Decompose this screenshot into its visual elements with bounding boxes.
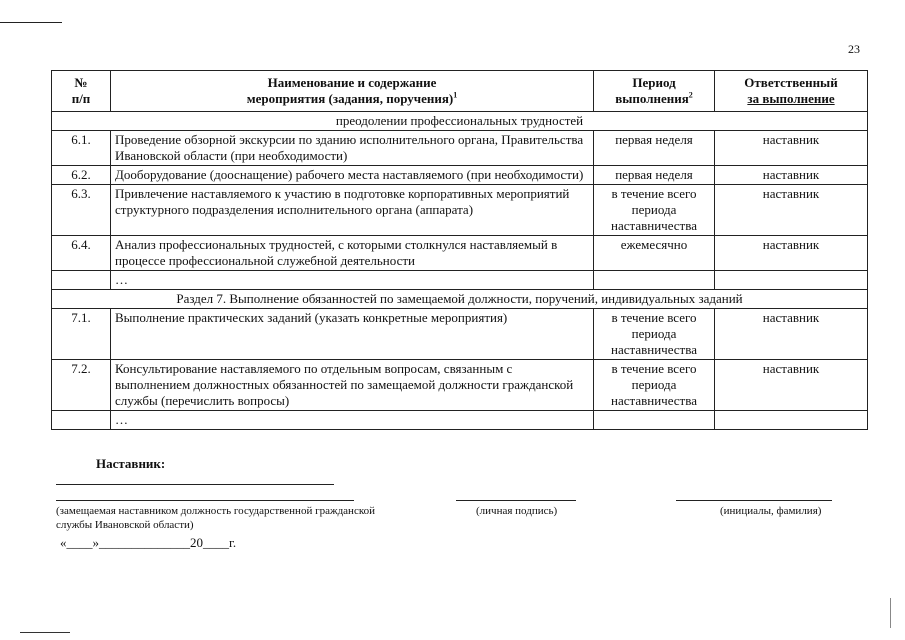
header-name-footnote: 1: [453, 90, 458, 100]
row-ellipsis: …: [111, 271, 594, 290]
row-period-empty: [594, 411, 715, 430]
header-period: [594, 71, 715, 112]
header-num: [52, 71, 111, 112]
position-caption-text: (замещаемая наставником должность государственной гражданской службы Ивановской области): [56, 505, 375, 531]
table-row: [52, 360, 868, 411]
section6-title: преодолении профессиональных трудностей: [52, 112, 868, 131]
table-row: [52, 309, 868, 360]
row-responsible: наставник: [715, 131, 868, 166]
row-name: Консультирование наставляемого по отдельным вопросам, связанным с выполнением должностных обязанностей по замещаемой должности гражданской службы (перечислить вопросы): [111, 360, 594, 411]
initials-line: [676, 500, 832, 501]
row-responsible: наставник: [715, 309, 868, 360]
page-number: 23: [848, 42, 860, 56]
row-period-empty: [594, 271, 715, 290]
header-period-line2: выполнения: [615, 91, 689, 106]
bottom-rule: [20, 632, 70, 633]
mentoring-plan-table: [51, 70, 868, 430]
row-ellipsis: …: [111, 411, 594, 430]
row-responsible: наставник: [715, 236, 868, 271]
header-period-footnote: 2: [688, 90, 693, 100]
header-resp-line1: Ответственный: [744, 75, 838, 90]
row-name: Проведение обзорной экскурсии по зданию исполнительного органа, Правительства Ивановской области (при необходимости): [111, 131, 594, 166]
header-resp-line2: за выполнение: [747, 91, 835, 106]
table-row: [52, 131, 868, 166]
row-responsible: наставник: [715, 185, 868, 236]
initials-caption: (инициалы, фамилия): [720, 505, 822, 517]
row-num-empty: [52, 271, 111, 290]
position-line-1: [56, 484, 334, 485]
row-name: Дооборудование (дооснащение) рабочего места наставляемого (при необходимости): [111, 166, 594, 185]
row-num: 6.1.: [52, 131, 111, 166]
row-num-empty: [52, 411, 111, 430]
header-name: [111, 71, 594, 112]
row-num: 6.4.: [52, 236, 111, 271]
section6-row: [52, 112, 868, 131]
table-row-ellipsis: [52, 271, 868, 290]
signature-caption: (личная подпись): [476, 505, 558, 517]
signature-line: [456, 500, 576, 501]
row-num: 7.2.: [52, 360, 111, 411]
row-responsible: наставник: [715, 360, 868, 411]
header-name-line2: мероприятия (задания, поручения): [246, 91, 454, 106]
row-period: в течение всего периода наставничества: [594, 185, 715, 236]
row-period: в течение всего периода наставничества: [594, 309, 715, 360]
header-num-line1: №: [74, 75, 88, 90]
mentor-label: Наставник:: [96, 456, 166, 471]
row-responsible: наставник: [715, 166, 868, 185]
section7-row: [52, 290, 868, 309]
position-caption: [56, 504, 386, 532]
header-row: [52, 71, 868, 112]
row-responsible-empty: [715, 411, 868, 430]
row-period: первая неделя: [594, 131, 715, 166]
section7-title: Раздел 7. Выполнение обязанностей по замещаемой должности, поручений, индивидуальных заданий: [52, 290, 868, 309]
row-name: Анализ профессиональных трудностей, с которыми столкнулся наставляемый в процессе профессиональной служебной деятельности: [111, 236, 594, 271]
row-name: Выполнение практических заданий (указать конкретные мероприятия): [111, 309, 594, 360]
row-period: ежемесячно: [594, 236, 715, 271]
row-num: 7.1.: [52, 309, 111, 360]
table-row: [52, 166, 868, 185]
row-num: 6.2.: [52, 166, 111, 185]
position-line-2: [56, 500, 354, 501]
row-period: первая неделя: [594, 166, 715, 185]
header-num-line2: п/п: [71, 91, 91, 106]
header-period-line1: Период: [632, 75, 676, 90]
row-name: Привлечение наставляемого к участию в подготовке корпоративных мероприятий структурного подразделения исполнительного органа (аппарата): [111, 185, 594, 236]
table-row: [52, 236, 868, 271]
scan-edge-mark: [890, 598, 891, 628]
table-row: [52, 185, 868, 236]
header-responsible: [715, 71, 868, 112]
row-period: в течение всего периода наставничества: [594, 360, 715, 411]
top-rule: [0, 22, 62, 23]
header-name-line1: Наименование и содержание: [267, 75, 437, 90]
date-line: «____»______________20____г.: [60, 535, 237, 550]
row-responsible-empty: [715, 271, 868, 290]
row-num: 6.3.: [52, 185, 111, 236]
table-row-ellipsis: [52, 411, 868, 430]
